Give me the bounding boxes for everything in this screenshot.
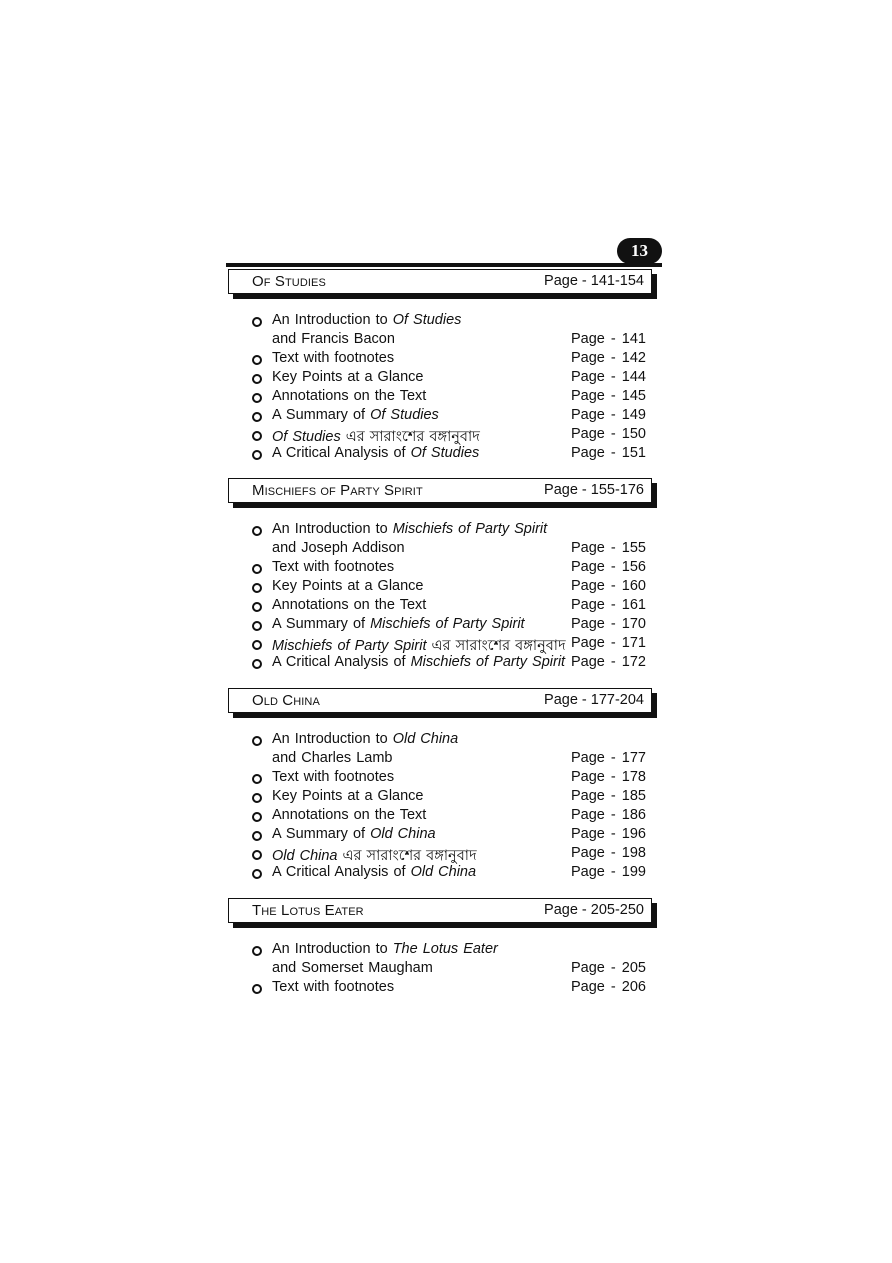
section-title: Old China xyxy=(252,692,320,709)
toc-entry xyxy=(252,941,652,960)
entry-text-part: A Summary of xyxy=(272,826,371,842)
entry-text-part: An Introduction to xyxy=(272,312,393,328)
entry-text xyxy=(272,312,461,328)
section-header xyxy=(228,478,652,503)
entry-italic-title: Mischiefs of Party Spirit xyxy=(272,638,427,654)
entry-text-part: and Charles Lamb xyxy=(272,750,393,766)
entry-text-part: An Introduction to xyxy=(272,731,393,747)
entry-text xyxy=(272,521,547,537)
entry-text-part: An Introduction to xyxy=(272,941,393,957)
circle-bullet-icon xyxy=(252,564,262,574)
entry-text-part: Key Points at a Glance xyxy=(272,369,424,385)
page-number-badge: 13 xyxy=(617,238,662,264)
entry-italic-title: Of Studies xyxy=(392,312,462,328)
section-page-range: Page - 155-176 xyxy=(544,482,644,498)
circle-bullet-icon xyxy=(252,736,262,746)
entry-page-number: Page - 172 xyxy=(571,654,646,670)
section-header xyxy=(228,688,652,713)
entry-text xyxy=(272,540,405,556)
toc-entry xyxy=(252,426,652,445)
toc-entry xyxy=(252,769,652,788)
entry-text-part: Key Points at a Glance xyxy=(272,788,424,804)
entry-text xyxy=(272,388,426,404)
toc-entry xyxy=(252,445,652,464)
entry-italic-title: Old China xyxy=(392,731,459,747)
entry-italic-title: The Lotus Eater xyxy=(392,941,498,957)
section-page-range: Page - 177-204 xyxy=(544,692,644,708)
circle-bullet-icon xyxy=(252,583,262,593)
entry-italic-title: Of Studies xyxy=(272,429,341,445)
entry-text-part: A Summary of xyxy=(272,616,371,632)
entry-text xyxy=(272,826,436,842)
section-header xyxy=(228,898,652,923)
entry-text xyxy=(272,559,394,575)
circle-bullet-icon xyxy=(252,374,262,384)
toc-entry xyxy=(252,559,652,578)
entry-page-number: Page - 170 xyxy=(571,616,646,632)
toc-entry xyxy=(252,407,652,426)
circle-bullet-icon xyxy=(252,450,262,460)
circle-bullet-icon xyxy=(252,793,262,803)
toc-entry xyxy=(252,750,652,769)
entry-text xyxy=(272,750,393,766)
entry-text xyxy=(272,350,394,366)
toc-entry xyxy=(252,864,652,883)
circle-bullet-icon xyxy=(252,393,262,403)
entry-page-number: Page - 185 xyxy=(571,788,646,804)
entry-page-number: Page - 198 xyxy=(571,845,646,861)
entry-text-part: Text with footnotes xyxy=(272,769,395,785)
entry-page-number: Page - 142 xyxy=(571,350,646,366)
toc-entry xyxy=(252,731,652,750)
top-rule xyxy=(226,263,662,267)
entry-text-part: A Summary of xyxy=(272,407,371,423)
toc-entry xyxy=(252,540,652,559)
section-title: Of Studies xyxy=(252,273,326,290)
entry-page-number: Page - 149 xyxy=(571,407,646,423)
entry-text-part: and Joseph Addison xyxy=(272,540,405,556)
entry-page-number: Page - 205 xyxy=(571,960,646,976)
entry-italic-title: Old China xyxy=(410,864,477,880)
circle-bullet-icon xyxy=(252,640,262,650)
toc-entry xyxy=(252,635,652,654)
entry-text xyxy=(272,445,479,461)
circle-bullet-icon xyxy=(252,812,262,822)
circle-bullet-icon xyxy=(252,355,262,365)
entry-text xyxy=(272,979,394,995)
entry-text-part: A Critical Analysis of xyxy=(272,654,411,670)
entry-page-number: Page - 178 xyxy=(571,769,646,785)
entry-italic-title: Of Studies xyxy=(370,407,439,423)
toc-entry xyxy=(252,960,652,979)
entry-text-part: and Somerset Maugham xyxy=(272,960,433,976)
circle-bullet-icon xyxy=(252,774,262,784)
entry-text-part: A Critical Analysis of xyxy=(272,445,411,461)
toc-entry xyxy=(252,369,652,388)
toc-entry xyxy=(252,597,652,616)
circle-bullet-icon xyxy=(252,659,262,669)
entry-text-part: and Francis Bacon xyxy=(272,331,395,347)
section-header xyxy=(228,269,652,294)
entry-text xyxy=(272,407,439,423)
circle-bullet-icon xyxy=(252,412,262,422)
entry-page-number: Page - 156 xyxy=(571,559,646,575)
entry-page-number: Page - 177 xyxy=(571,750,646,766)
entry-text xyxy=(272,941,498,957)
toc-entry xyxy=(252,312,652,331)
circle-bullet-icon xyxy=(252,984,262,994)
entry-text-part: এর সারাংশের বঙ্গানুবাদ xyxy=(337,848,477,864)
circle-bullet-icon xyxy=(252,946,262,956)
entry-text xyxy=(272,654,565,670)
entry-page-number: Page - 155 xyxy=(571,540,646,556)
entry-page-number: Page - 161 xyxy=(571,597,646,613)
entry-text-part: Annotations on the Text xyxy=(272,807,427,823)
circle-bullet-icon xyxy=(252,431,262,441)
entry-page-number: Page - 206 xyxy=(571,979,646,995)
toc-entry xyxy=(252,388,652,407)
entry-text xyxy=(272,578,424,594)
entry-page-number: Page - 199 xyxy=(571,864,646,880)
toc-entry xyxy=(252,331,652,350)
entry-italic-title: Old China xyxy=(370,826,436,842)
circle-bullet-icon xyxy=(252,602,262,612)
entry-text xyxy=(272,369,424,385)
entry-text-part: Key Points at a Glance xyxy=(272,578,424,594)
entry-text-part: এর সারাংশের বঙ্গানুবাদ xyxy=(340,429,480,445)
entry-text-part: এর সারাংশের বঙ্গানুবাদ xyxy=(426,638,566,654)
entry-text-part: Annotations on the Text xyxy=(272,597,427,613)
entry-page-number: Page - 171 xyxy=(571,635,646,651)
entry-page-number: Page - 186 xyxy=(571,807,646,823)
section-page-range: Page - 205-250 xyxy=(544,902,644,918)
entry-page-number: Page - 196 xyxy=(571,826,646,842)
entry-text-part: A Critical Analysis of xyxy=(272,864,411,880)
toc-entry xyxy=(252,807,652,826)
entry-text xyxy=(272,769,394,785)
entry-italic-title: Old China xyxy=(272,848,338,864)
toc-entry xyxy=(252,845,652,864)
entry-italic-title: Of Studies xyxy=(410,445,480,461)
entry-text-part: Text with footnotes xyxy=(272,559,395,575)
toc-entry xyxy=(252,350,652,369)
circle-bullet-icon xyxy=(252,621,262,631)
toc-entry xyxy=(252,788,652,807)
toc-entry xyxy=(252,521,652,540)
entry-page-number: Page - 150 xyxy=(571,426,646,442)
entry-text-part: An Introduction to xyxy=(272,521,393,537)
section-page-range: Page - 141-154 xyxy=(544,273,644,289)
toc-entry xyxy=(252,578,652,597)
entry-text xyxy=(272,960,433,976)
entry-page-number: Page - 141 xyxy=(571,331,646,347)
entry-text xyxy=(272,864,476,880)
circle-bullet-icon xyxy=(252,850,262,860)
entry-page-number: Page - 144 xyxy=(571,369,646,385)
circle-bullet-icon xyxy=(252,317,262,327)
section-title: The Lotus Eater xyxy=(252,902,364,919)
entry-text xyxy=(272,597,426,613)
toc-entry xyxy=(252,979,652,998)
entry-text xyxy=(272,616,525,632)
entry-text-part: Text with footnotes xyxy=(272,350,395,366)
entry-text xyxy=(272,731,458,747)
entry-italic-title: Mischiefs of Party Spirit xyxy=(370,616,525,632)
toc-entry xyxy=(252,654,652,673)
toc-entry xyxy=(252,826,652,845)
entry-text xyxy=(272,331,395,347)
circle-bullet-icon xyxy=(252,869,262,879)
circle-bullet-icon xyxy=(252,831,262,841)
entry-text xyxy=(272,788,424,804)
toc-entry xyxy=(252,616,652,635)
entry-italic-title: Mischiefs of Party Spirit xyxy=(392,521,548,537)
entry-text-part: Annotations on the Text xyxy=(272,388,427,404)
entry-page-number: Page - 145 xyxy=(571,388,646,404)
entry-text-part: Text with footnotes xyxy=(272,979,395,995)
entry-page-number: Page - 160 xyxy=(571,578,646,594)
circle-bullet-icon xyxy=(252,526,262,536)
entry-italic-title: Mischiefs of Party Spirit xyxy=(410,654,566,670)
entry-page-number: Page - 151 xyxy=(571,445,646,461)
entry-text xyxy=(272,807,426,823)
section-title: Mischiefs of Party Spirit xyxy=(252,482,423,499)
